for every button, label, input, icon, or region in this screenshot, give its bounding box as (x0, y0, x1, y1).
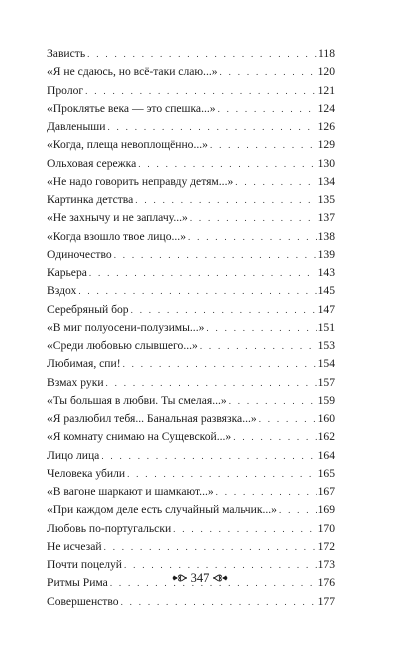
toc-entry (47, 45, 335, 63)
dot-leader (259, 410, 317, 428)
dot-leader (123, 355, 317, 373)
toc-entry-title: Картинка детства (47, 193, 134, 206)
toc-entry-title: Любимая, спи! (47, 357, 121, 371)
toc-entry-page-number: 177 (317, 594, 335, 608)
toc-entry-title: Ольховая сережка (47, 156, 137, 170)
toc-entry (47, 155, 335, 173)
toc-entry (47, 374, 335, 392)
toc-entry-title: Карьера (47, 266, 87, 279)
toc-entry (47, 483, 335, 501)
toc-entry-page-number: 151 (317, 320, 335, 334)
toc-entry-title: Давленыши (47, 120, 106, 133)
toc-entry (47, 82, 335, 100)
dot-leader (235, 173, 316, 191)
dot-leader (85, 82, 316, 100)
toc-entry-page-number: 164 (317, 448, 335, 462)
toc-entry-title: Зависть (47, 47, 86, 60)
dot-leader (218, 100, 317, 118)
toc-entry (47, 520, 335, 538)
toc-entry (47, 319, 335, 337)
toc-entry (47, 538, 335, 556)
dot-leader (104, 538, 317, 556)
toc-entry-page-number: 165 (317, 466, 335, 480)
toc-entry-title: «Не надо говорить неправду детям...» (47, 174, 234, 188)
toc-entry-title: «Я не сдаюсь, но всё-таки слаю...» (47, 65, 218, 79)
toc-entry-page-number: 130 (317, 156, 335, 170)
toc-entry-title: «При каждом деле есть случайный мальчик...» (47, 503, 277, 517)
dot-leader (138, 155, 316, 173)
toc-entry-page-number: 124 (317, 101, 335, 115)
toc-entry-page-number: 129 (317, 138, 335, 152)
toc-entry (47, 392, 335, 410)
fleuron-right-icon (212, 572, 228, 584)
toc-entry-title: «Среди любовью слывшего...» (47, 339, 198, 352)
toc-entry (47, 593, 335, 611)
toc-entry-title: Любовь по-португальски (47, 521, 172, 535)
toc-entry-page-number: 159 (317, 393, 335, 407)
dot-leader (233, 428, 316, 446)
toc-entry (47, 428, 335, 446)
dot-leader (78, 282, 316, 300)
toc-entry (47, 337, 335, 355)
toc-entry-page-number: 145 (317, 284, 335, 298)
toc-entry-page-number: 170 (317, 521, 335, 535)
toc-entry (47, 501, 335, 519)
dot-leader (106, 374, 317, 392)
toc-entry-page-number: 154 (317, 357, 335, 371)
dot-leader (121, 593, 317, 611)
toc-entry-title: Не исчезай (47, 539, 102, 553)
toc-entry-page-number: 120 (317, 65, 335, 79)
toc-entry-title: «В вагоне шаркают и шамкают...» (47, 485, 214, 498)
dot-leader (127, 465, 317, 483)
toc-entry (47, 301, 335, 319)
page-footer (0, 570, 400, 586)
dot-leader (216, 483, 317, 501)
toc-entry (47, 282, 335, 300)
dot-leader (89, 264, 317, 282)
toc-entry-title: «Когда взошло твое лицо...» (47, 229, 186, 243)
dot-leader (135, 191, 316, 209)
toc-entry-title: Человека убили (47, 466, 126, 480)
toc-entry (47, 246, 335, 264)
dot-leader (210, 136, 317, 154)
toc-entry-page-number: 121 (317, 83, 335, 97)
toc-entry-title: Одиночество (47, 247, 112, 261)
toc-entry-page-number: 162 (317, 430, 335, 444)
toc-entry-page-number: 167 (317, 485, 335, 498)
dot-leader (114, 246, 317, 264)
toc-entry-title: Лицо лица (47, 448, 100, 462)
toc-entry-page-number: 173 (317, 558, 335, 571)
dot-leader (220, 63, 317, 81)
toc-entry-title: Ритмы Рима (47, 576, 108, 590)
toc-entry (47, 465, 335, 483)
toc-entry-page-number: 153 (317, 339, 335, 352)
toc-entry (47, 355, 335, 373)
toc-entry-page-number: 176 (317, 576, 335, 590)
toc-entry-title: «Я комнату снимаю на Сущевской...» (47, 430, 232, 444)
toc-entry (47, 118, 335, 136)
toc-entry-page-number: 169 (317, 503, 335, 517)
toc-entry-page-number: 172 (317, 539, 335, 553)
toc-entry-title: Пролог (47, 83, 84, 97)
fleuron-left-icon (172, 572, 188, 584)
toc-entry-page-number: 126 (317, 120, 335, 133)
toc-entry-page-number: 157 (317, 375, 335, 389)
dot-leader (229, 392, 317, 410)
dot-leader (206, 319, 316, 337)
toc-entry (47, 410, 335, 428)
toc-entry-page-number: 143 (317, 266, 335, 279)
toc-entry-title: «Когда, плеща невоплощённо...» (47, 138, 208, 152)
toc-entry-page-number: 160 (317, 412, 335, 425)
toc-entry-title: «Проклятье века — это спешка...» (47, 101, 216, 115)
toc-entry (47, 173, 335, 191)
toc-entry-title: Взмах руки (47, 375, 104, 389)
dot-leader (87, 45, 317, 63)
toc-entry (47, 209, 335, 227)
toc-entry-title: Почти поцелуй (47, 558, 123, 571)
toc-entry-page-number: 139 (317, 247, 335, 261)
toc-entry (47, 136, 335, 154)
toc-entry (47, 264, 335, 282)
dot-leader (131, 301, 317, 319)
toc-entry-title: «Не захнычу и не заплачу...» (47, 211, 188, 225)
dot-leader (200, 337, 317, 355)
toc-entry-title: Серебряный бор (47, 302, 129, 316)
toc-entry-page-number: 118 (318, 47, 335, 60)
toc-entry-page-number: 134 (317, 174, 335, 188)
dot-leader (188, 228, 317, 246)
page-number: 347 (190, 571, 210, 585)
dot-leader (173, 520, 316, 538)
toc-entry-title: «В миг полуосени-полузимы...» (47, 320, 205, 334)
table-of-contents (47, 45, 335, 611)
dot-leader (107, 118, 316, 136)
toc-entry-page-number: 137 (317, 211, 335, 225)
toc-entry-title: «Ты большая в любви. Ты смелая...» (47, 393, 227, 407)
toc-entry (47, 191, 335, 209)
dot-leader (101, 447, 316, 465)
toc-entry (47, 63, 335, 81)
toc-entry (47, 100, 335, 118)
toc-entry (47, 447, 335, 465)
toc-entry-title: Совершенство (47, 594, 119, 608)
dot-leader (190, 209, 317, 227)
toc-entry-page-number: 147 (317, 302, 335, 316)
toc-entry-page-number: 138 (317, 229, 335, 243)
dot-leader (279, 501, 317, 519)
toc-entry (47, 228, 335, 246)
toc-entry-title: Вздох (47, 284, 77, 298)
toc-entry-page-number: 135 (317, 193, 335, 206)
toc-entry-title: «Я разлюбил тебя... Банальная развязка...» (47, 412, 257, 425)
